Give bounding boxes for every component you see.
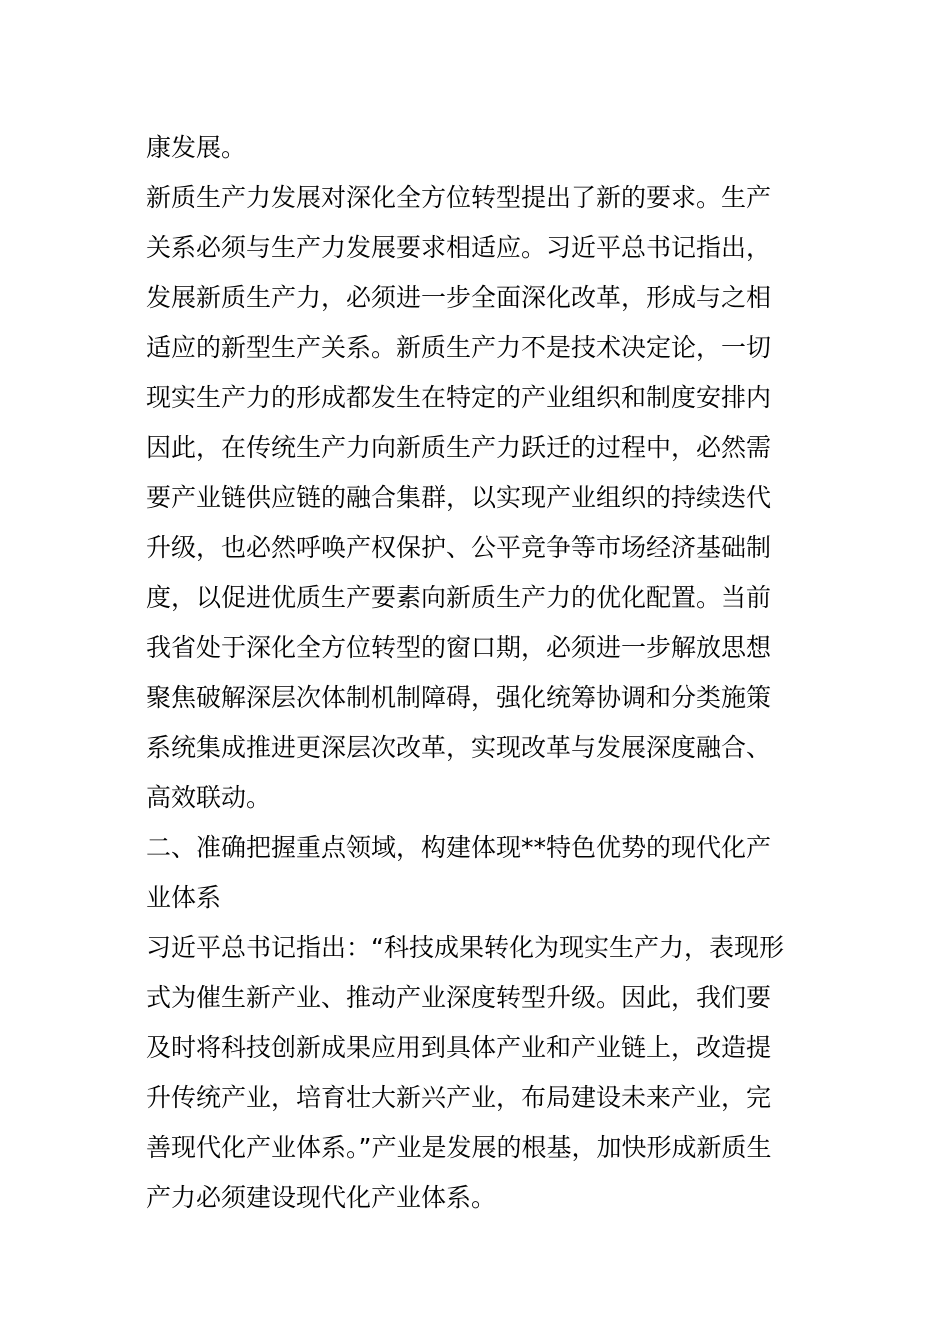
text-line: 习近平总书记指出：“科技成果转化为现实生产力，表现形 xyxy=(146,933,784,962)
section-heading-line: 业体系 xyxy=(146,883,222,912)
text-line: 因此，在传统生产力向新质生产力跃迁的过程中，必然需 xyxy=(146,433,772,462)
text-line: 关系必须与生产力发展要求相适应。习近平总书记指出， xyxy=(146,233,772,262)
text-line: 善现代化产业体系。”产业是发展的根基，加快形成新质生 xyxy=(146,1133,772,1162)
text-line: 式为催生新产业、推动产业深度转型升级。因此，我们要 xyxy=(146,983,772,1012)
section-heading-line: 二、准确把握重点领域，构建体现**特色优势的现代化产 xyxy=(146,833,772,862)
text-line: 聚焦破解深层次体制机制障碍，强化统筹协调和分类施策 xyxy=(146,683,772,712)
text-line: 现实生产力的形成都发生在特定的产业组织和制度安排内 xyxy=(146,383,772,412)
text-line: 我省处于深化全方位转型的窗口期，必须进一步解放思想 xyxy=(146,633,772,662)
text-line: 要产业链供应链的融合集群，以实现产业组织的持续迭代 xyxy=(146,483,772,512)
text-line: 适应的新型生产关系。新质生产力不是技术决定论，一切 xyxy=(146,333,772,362)
text-line: 新质生产力发展对深化全方位转型提出了新的要求。生产 xyxy=(146,183,772,212)
text-line: 发展新质生产力，必须进一步全面深化改革，形成与之相 xyxy=(146,283,772,312)
text-line: 升传统产业，培育壮大新兴产业，布局建设未来产业，完 xyxy=(146,1083,772,1112)
text-line: 度，以促进优质生产要素向新质生产力的优化配置。当前 xyxy=(146,583,772,612)
text-line: 高效联动。 xyxy=(146,783,272,812)
text-line: 系统集成推进更深层次改革，实现改革与发展深度融合、 xyxy=(146,733,772,762)
text-line: 康发展。 xyxy=(146,133,247,162)
text-line: 及时将科技创新成果应用到具体产业和产业链上，改造提 xyxy=(146,1033,772,1062)
text-line: 升级，也必然呼唤产权保护、公平竞争等市场经济基础制 xyxy=(146,533,772,562)
text-line: 产力必须建设现代化产业体系。 xyxy=(146,1183,497,1212)
